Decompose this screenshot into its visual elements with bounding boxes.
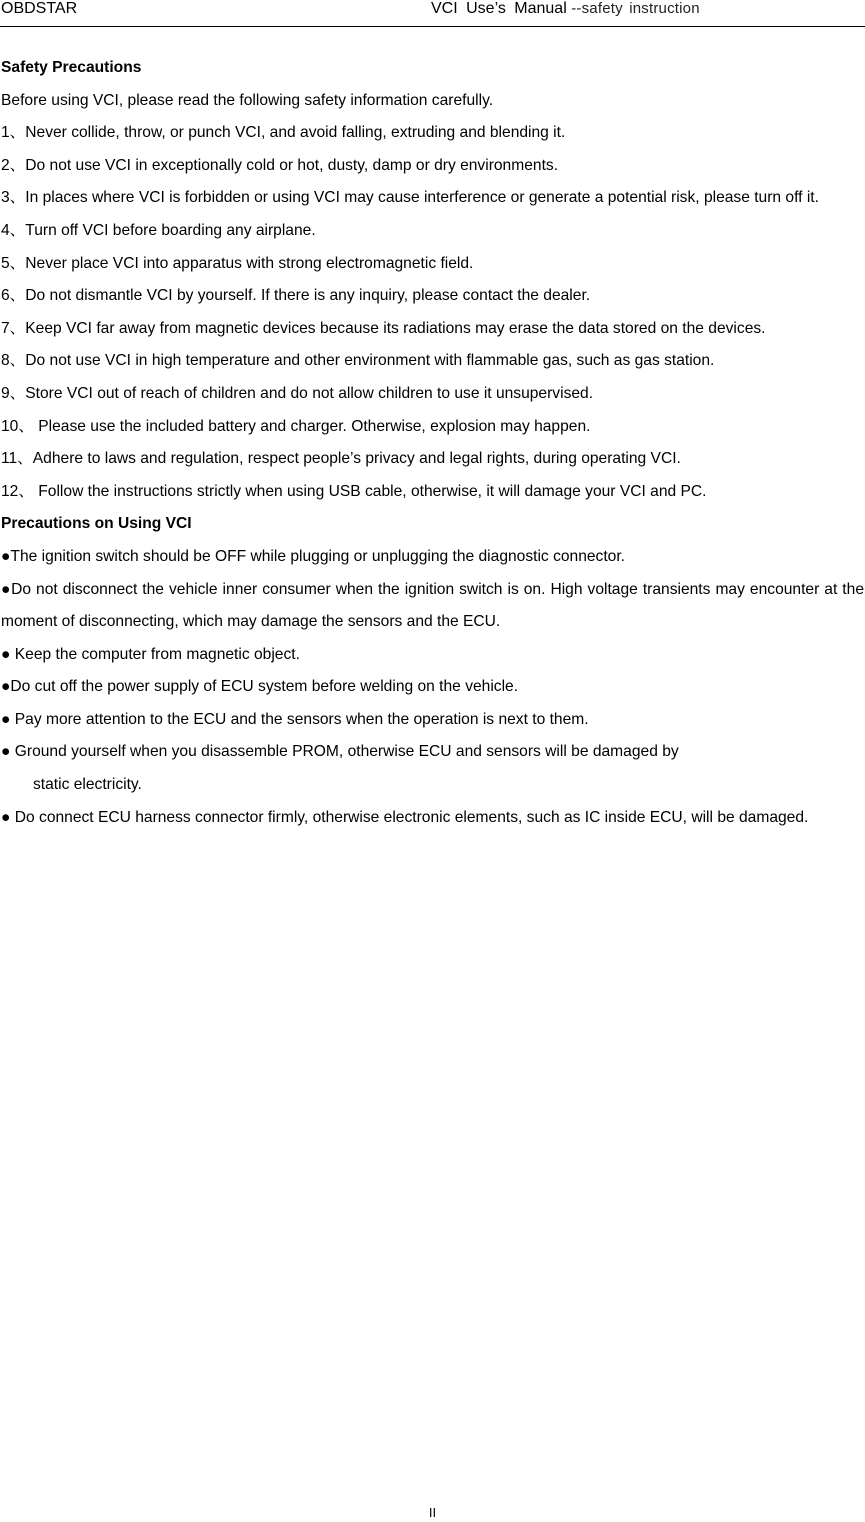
- vci-item-3: ● Keep the computer from magnetic object.: [1, 645, 300, 663]
- vci-precautions-heading: Precautions on Using VCI: [1, 515, 192, 533]
- safety-intro: Before using VCI, please read the following safety information carefully.: [1, 91, 494, 109]
- page-header: [0, 0, 865, 27]
- safety-item-1: 1、Never collide, throw, or punch VCI, and avoid falling, extruding and blending it.: [1, 124, 566, 142]
- safety-item-12: 12、 Follow the instructions strictly when using USB cable, otherwise, it will damage your VCI and PC.: [1, 482, 707, 500]
- safety-item-2: 2、Do not use VCI in exceptionally cold or hot, dusty, damp or dry environments.: [1, 156, 559, 174]
- header-brand: OBDSTAR: [1, 0, 78, 17]
- header-title: [431, 0, 700, 18]
- safety-item-8: 8、Do not use VCI in high temperature and other environment with flammable gas, such as gas station.: [1, 352, 715, 370]
- vci-item-4: ●Do cut off the power supply of ECU system before welding on the vehicle.: [1, 678, 519, 696]
- vci-item-2: ●Do not disconnect the vehicle inner consumer when the ignition switch is on. High voltage transients may encounter at the moment of disconnecting, which may damage the sensors and the ECU.: [1, 580, 864, 631]
- safety-item-10: 10、 Please use the included battery and charger. Otherwise, explosion may happen.: [1, 417, 591, 435]
- safety-item-6: 6、Do not dismantle VCI by yourself. If there is any inquiry, please contact the dealer.: [1, 287, 591, 305]
- safety-item-3: 3、In places where VCI is forbidden or using VCI may cause interference or generate a potential risk, please turn off it.: [1, 189, 819, 207]
- vci-item-6: [1, 736, 864, 769]
- vci-item-6-continuation: static electricity.: [33, 776, 142, 794]
- safety-item-7: 7、Keep VCI far away from magnetic devices because its radiations may erase the data stored on the devices.: [1, 319, 766, 337]
- safety-precautions-heading: Safety Precautions: [1, 59, 142, 76]
- page-number: II: [428, 1505, 437, 1520]
- header-manual-title: VCI Use’s Manual: [431, 0, 567, 17]
- vci-item-6-line: ● Ground yourself when you disassemble PROM, otherwise ECU and sensors will be damaged by: [1, 743, 679, 761]
- safety-item-9: 9、Store VCI out of reach of children and do not allow children to use it unsupervised.: [1, 384, 594, 402]
- vci-item-5: ● Pay more attention to the ECU and the sensors when the operation is next to them.: [1, 710, 589, 728]
- safety-item-5: 5、Never place VCI into apparatus with strong electromagnetic field.: [1, 254, 474, 272]
- safety-item-4: 4、Turn off VCI before boarding any airplane.: [1, 221, 316, 239]
- safety-item-11: 11、Adhere to laws and regulation, respect people’s privacy and legal rights, during operating VCI.: [1, 450, 681, 468]
- document-body: [1, 52, 864, 834]
- vci-item-7: ● Do connect ECU harness connector firmly, otherwise electronic elements, such as IC inside ECU, will be damaged.: [1, 808, 809, 826]
- vci-item-1: ●The ignition switch should be OFF while plugging or unplugging the diagnostic connector.: [1, 547, 626, 565]
- header-subtitle: --safety instruction: [571, 0, 700, 17]
